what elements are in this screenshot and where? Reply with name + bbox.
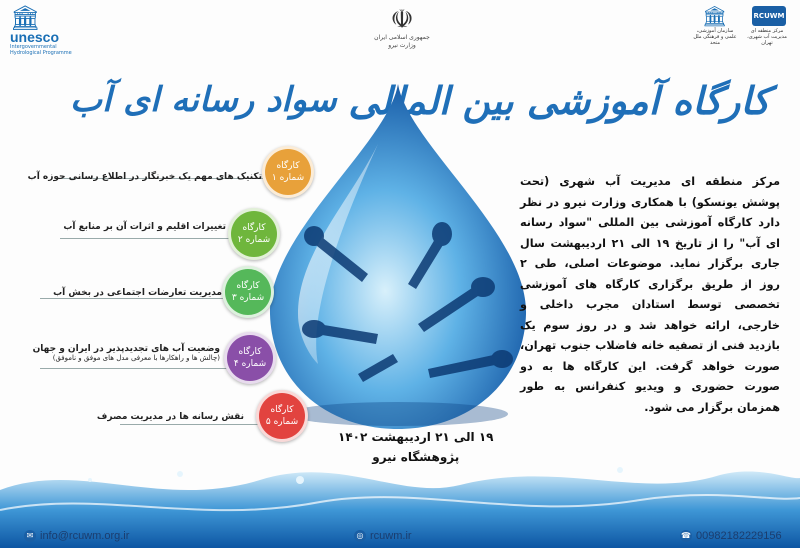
emblem-icon: ☫ — [390, 5, 414, 35]
workshop-1-text: تکنیک های مهم یک خبرنگار در اطلاع رسانی حوزه آب — [27, 172, 262, 182]
footer-phone[interactable] — [680, 530, 782, 542]
dates-line1: ۱۹ الی ۲۱ اردیبهشت ۱۴۰۲ — [338, 430, 494, 444]
rcuwm-logo: RCUWM — [752, 6, 786, 26]
workshop-4-badge-line2: شماره ۴ — [233, 359, 267, 369]
workshop-5-text: نقش رسانه ها در مدیریت مصرف — [96, 412, 244, 422]
workshop-2 — [0, 206, 320, 256]
workshop-3-badge-line1: کارگاه — [236, 281, 260, 291]
workshop-2-badge — [228, 208, 280, 260]
workshop-2-badge-line2: شماره ۲ — [237, 235, 271, 245]
workshop-3-text: مدیریت تعارضات اجتماعی در بخش آب — [53, 288, 222, 298]
emblem-line2: وزارت نیرو — [388, 42, 416, 49]
footer — [0, 528, 800, 548]
footer-website-text: rcuwm.ir — [370, 530, 412, 542]
workshop-3-line — [40, 298, 230, 299]
emblem-line1: جمهوری اسلامی ایران — [374, 34, 430, 41]
workshop-3-badge-line2: شماره ۳ — [231, 293, 265, 303]
unesco-temple-icon: 🏛 — [702, 4, 728, 28]
workshop-5-line — [120, 424, 260, 425]
workshop-4-badge-line1: کارگاه — [238, 347, 262, 357]
workshop-2-badge-line1: کارگاه — [242, 223, 266, 233]
right-logo1-text: سازمان آموزشی، علمی و فرهنگی ملل متحد — [693, 28, 737, 46]
workshop-4-text — [33, 344, 220, 362]
unesco-name: unesco — [10, 29, 60, 45]
footer-website[interactable] — [354, 530, 412, 542]
footer-email[interactable] — [24, 530, 129, 542]
workshop-1-badge — [262, 146, 314, 198]
workshop-3 — [0, 266, 320, 316]
workshop-4 — [0, 332, 320, 382]
workshop-1-badge-line2: شماره ۱ — [271, 173, 305, 183]
iran-emblem — [372, 6, 432, 50]
workshop-4-badge — [224, 332, 276, 384]
workshop-2-text: تغییرات اقلیم و اثرات آن بر منابع آب — [63, 222, 226, 232]
footer-email-text: info@rcuwm.org.ir — [40, 530, 130, 542]
unesco-logo — [10, 6, 88, 66]
dates-line2: پژوهشگاه نیرو — [372, 450, 460, 464]
workshop-4-text-main: وضعیت آب های تجدیدپذیر در ایران و جهان — [32, 344, 220, 354]
email-icon: ✉ — [24, 530, 36, 542]
temple-icon: 🏛 — [10, 4, 41, 32]
footer-phone-text: 00982182229156 — [696, 530, 782, 542]
title-sub: سواد رسانه ای آب — [70, 80, 337, 120]
workshop-4-text-small: (چالش ها و راهکارها با معرفی مدل های موفق و ناموفق) — [52, 354, 220, 362]
workshop-1 — [0, 146, 320, 196]
description-paragraph: مرکز منطقه ای مدیریت آب شهری (تحت پوشش یونسکو) با همکاری وزارت نیرو در نظر دارد کارگاه آموزشی بین المللی "سواد رسانه ای آب" را از تاریخ ۱۹ الی ۲۱ اردیبهشت سال جاری برگزار نماید. موضوعات اصلی، طی ۲ روز از طریق برگزاری کارگاه های آموزشی تخصصی توسط استادان مجرب داخلی و خارجی، ارائه خواهد شد و در روز سوم یک بازدید فنی از تصفیه خانه فاضلاب جنوب تهران، صورت خواهد گرفت. این کارگاه ها به دو صورت حضوری و ویدیو کنفرانس به طور همزمان برگزار می شود. — [520, 175, 780, 414]
workshop-5-badge — [256, 390, 308, 442]
title-main: کارگاه آموزشی بین المللی — [348, 78, 770, 123]
partner-logos — [692, 4, 792, 48]
workshop-3-badge — [222, 266, 274, 318]
workshop-2-line — [60, 238, 240, 239]
workshop-4-line — [40, 368, 240, 369]
phone-icon: ☎ — [681, 531, 691, 541]
workshop-1-badge-line1: کارگاه — [276, 161, 300, 171]
unesco-sub: Intergovernmental Hydrological Programme — [10, 44, 72, 56]
right-logo2-text: مرکز منطقه ای مدیریت آب شهری، تهران — [747, 28, 787, 46]
workshop-5-badge-line2: شماره ۵ — [265, 417, 299, 427]
workshop-5-badge-line1: کارگاه — [270, 405, 294, 415]
globe-icon: ◎ — [354, 530, 366, 542]
workshop-5 — [0, 390, 320, 440]
